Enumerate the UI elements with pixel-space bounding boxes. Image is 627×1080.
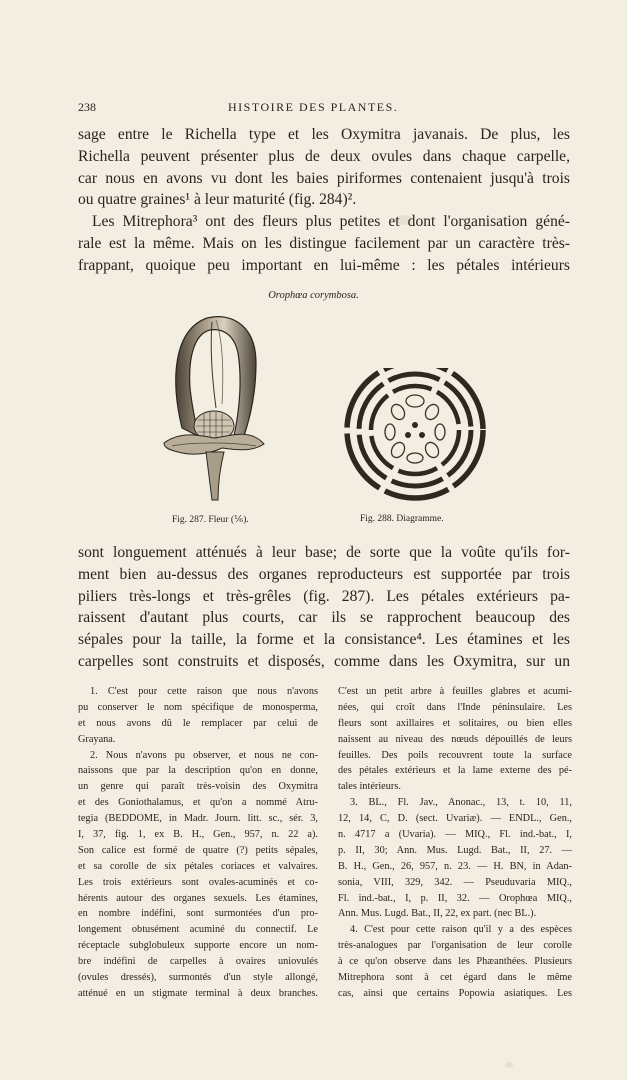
footnote-line: très-analogues par l'organisation de leur corolle [338,940,572,952]
footnote-line: cas, ainsi que certains Popowia asiatiques. Les [338,987,572,999]
footnote-line: n. 4717 a (Uvaria). — MIQ., Fl. ind.-bat., I, [338,829,572,841]
footnote-line: Fl. ind.-bat., I, p. II, 32. — Orophœa MIQ., [338,892,572,904]
paper-stain [505,1062,513,1068]
footnote-line: Son calice est formé de quatre (?) petits sépales, [78,844,318,856]
footnote-line: B. H., Gen., 26, 957, n. 23. — H. BN, in Adan- [338,860,572,872]
footnote-line: Mitrephora sont à cet égard dans le même [338,972,572,984]
footnote-line: feuilles. Des poils recouvrent toute la surface [338,749,572,761]
text-line: ou quatre graines¹ à leur maturité (fig. 284)². [78,191,357,209]
text-line: sépales pour la taille, la forme et la consistance⁴. Les étamines et les [78,631,570,649]
floral-diagram [340,368,490,508]
figure-title: Orophœa corymbosa. [268,290,359,301]
footnote-line: en nombre indéfini, sont surmontées d'un pro- [78,908,318,920]
footnote-line: sonia, VIII, 329, 342. — Pseuduvaria MIQ., [338,876,572,888]
figure-caption-287: Fig. 287. Fleur (⅙). [172,515,249,525]
page-header [78,100,568,116]
footnote-line: et sa corolle de six pétales coriaces et valvaires. [78,860,318,872]
footnote-line: tegia (BEDDOME, in Madr. Journ. litt. sc., sér. 3, [78,813,318,825]
footnotes-left [78,684,318,1002]
footnote-line: un genre qui paraît très-voisin des Oxymitra [78,781,318,793]
flower-illustration [152,308,277,503]
text-line: sage entre le Richella type et les Oxymitra javanais. De plus, les [78,126,570,143]
footnote-line: nées, qui croît dans l'Inde péninsulaire. Les [338,701,572,713]
footnote-line: naissent au niveau des nœuds dépouillés de leurs [338,733,572,745]
text-line: sont longuement atténués à leur base; de sorte que la voûte qu'ils for- [78,544,570,561]
footnote-line: naissons que par la description qu'on en donne, [78,765,318,777]
text-line: Richella peuvent présenter plus de deux ovules dans chaque carpelle, [78,147,570,165]
footnote-line: à ce qu'on observe dans les Phæanthées. Plusieurs [338,956,572,968]
footnote-line: I, 37, fig. 1, ex B. H., Gen., 957, n. 22 a). [78,829,318,841]
text-line: Les Mitrephora³ ont des fleurs plus petites et dont l'organisation géné- [92,213,570,231]
footnote-line: 1. C'est pour cette raison que nous n'avons [90,686,318,697]
text-line: car nous en avons vu dont les baies piriformes contenaient jusqu'à trois [78,169,570,187]
text-line: piliers très-longs et très-grêles (fig. 287). Les pétales extérieurs pa- [78,587,570,605]
page-number: 238 [78,100,96,114]
footnote-line: hérents autour des organes sexuels. Les étamines, [78,892,318,904]
body-text-bottom [78,542,570,673]
footnote-line: pu conserver le nom spécifique de monosperma, [78,701,318,713]
footnote-line: tales intérieurs. [338,781,401,793]
text-line: carpelles sont construits et disposés, comme dans les Oxymitra, sur un [78,652,570,670]
footnote-line: et des Goniothalamus, et qu'on a nommé Atru- [78,797,318,809]
footnote-line: fleurs sont axillaires et solitaires, ou bien elles [338,717,572,729]
footnote-line: Ann. Mus. Lugd. Bat., II, 22, ex part. (nec BL.). [338,908,537,920]
running-title: HISTOIRE DES PLANTES. [228,100,399,114]
footnote-line: Les trois extérieurs sont ovales-acuminés et co- [78,876,318,888]
figure-caption-288: Fig. 288. Diagramme. [360,514,444,524]
footnote-line: C'est un petit arbre à feuilles glabres et acumi- [338,686,572,697]
footnotes-right [338,684,572,1002]
footnote-line: p. II, 30; Ann. Mus. Lugd. Bat., II, 27. — [338,844,572,856]
footnote-line: atténué en un stigmate terminal à deux branches. [78,987,318,999]
footnote-line: des pétales extérieurs et la lame externe des pé- [338,765,572,777]
footnote-line: Grayana. [78,733,116,745]
text-line: raissent d'autant plus courts, car ils se rapprochent beaucoup des [78,609,570,627]
footnote-line: bre indéfini de carpelles à ovaires uniovulés [78,956,318,968]
text-line: ment bien au-dessus des organes reproducteurs est supportée par trois [78,565,570,583]
footnote-line: et nous avons dû le remplacer par celui de [78,717,318,729]
body-text-top [78,124,570,277]
footnote-line: réceptacle subglobuleux supporte encore un nom- [78,940,318,952]
text-line: frappant, quoique peu important en lui-même : les pétales intérieurs [78,256,570,274]
footnote-line: 3. BL., Fl. Jav., Anonac., 13, t. 10, 11, [350,797,572,809]
footnote-line: 2. Nous n'avons pu observer, et nous ne con- [90,749,318,761]
footnote-line: 4. C'est pour cette raison qu'il y a des espèces [350,924,572,936]
footnote-line: (ovules dressés), surmontés d'un style allongé, [78,972,318,984]
text-line: rale est la même. Mais on les distingue facilement par un caractère très- [78,234,570,252]
footnote-line: longement obtusément acuminé du connectif. Le [78,924,318,936]
footnote-line: 12, 14, C, D. (sect. Uvariæ). — ENDL., Gen., [338,813,572,825]
